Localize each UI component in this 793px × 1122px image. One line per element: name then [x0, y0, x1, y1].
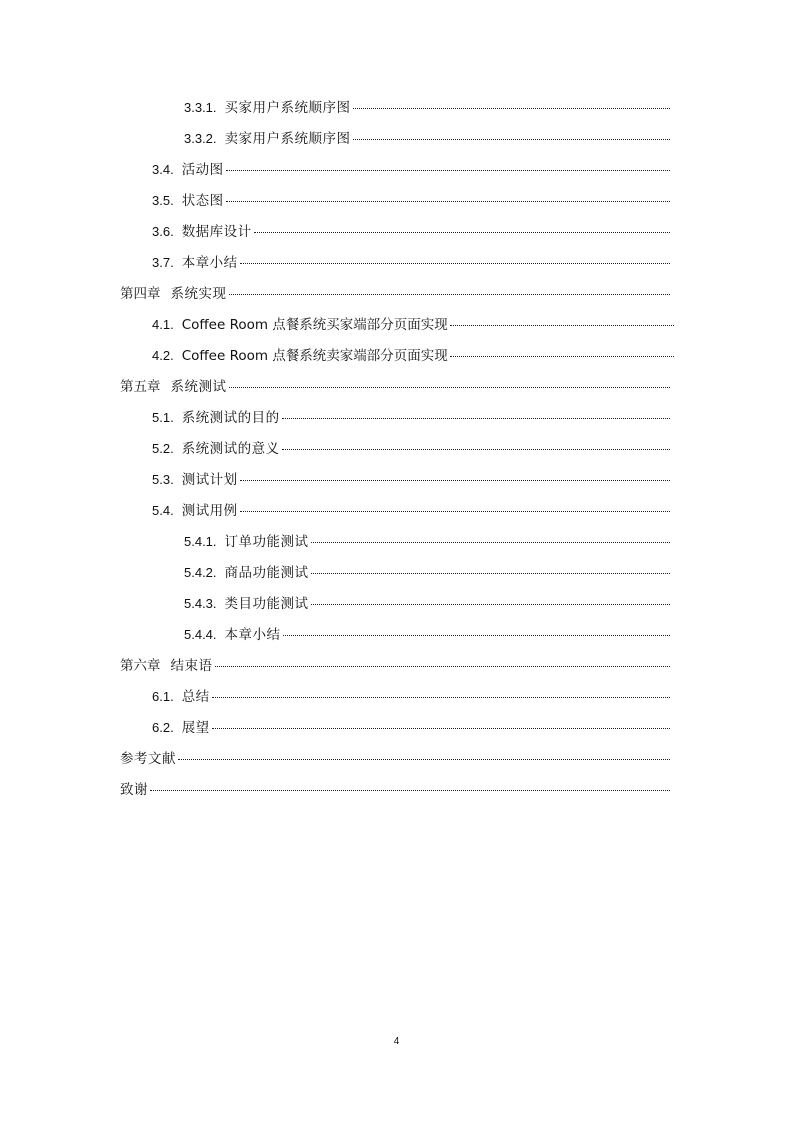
dot-leader — [450, 342, 674, 357]
toc-entry-3-7[interactable] — [0, 251, 670, 282]
dot-leader — [240, 249, 670, 264]
dot-leader — [178, 745, 670, 760]
toc-entry-number: 5.4.1. — [184, 534, 217, 549]
toc-entry-number: 3.7. — [152, 255, 174, 270]
toc-entry-number: 6.1. — [152, 689, 174, 704]
page-number: 4 — [393, 1036, 400, 1047]
toc-entry-title: 买家用户系统顺序图 — [224, 100, 351, 116]
toc-entry-number: 5.4.2. — [184, 565, 217, 580]
toc-entry-title: 本章小结 — [224, 627, 281, 643]
dot-leader — [226, 156, 670, 171]
toc-entry-title: 致谢 — [120, 782, 148, 798]
dot-leader — [311, 590, 670, 605]
toc-entry-number: 5.1. — [152, 410, 174, 425]
toc-entry-title: Coffee Room 点餐系统买家端部分页面实现 — [181, 317, 448, 333]
toc-entry-number: 3.3.2. — [184, 131, 217, 146]
toc-entry-3-3-2[interactable] — [0, 127, 670, 158]
toc-entry-5-4-2[interactable] — [0, 561, 670, 592]
toc-entry-title: 系统测试 — [170, 379, 227, 395]
toc-entry-title: 卖家用户系统顺序图 — [224, 131, 351, 147]
dot-leader — [311, 559, 670, 574]
dot-leader — [353, 125, 670, 140]
toc-entry-chapter-6[interactable] — [0, 654, 670, 685]
toc-entry-references[interactable] — [0, 747, 670, 778]
toc-entry-number: 5.3. — [152, 472, 174, 487]
dot-leader — [229, 280, 671, 295]
dot-leader — [240, 497, 670, 512]
toc-entry-title: 系统测试的意义 — [181, 441, 280, 457]
dot-leader — [283, 621, 670, 636]
toc-entry-number: 5.4.4. — [184, 627, 217, 642]
dot-leader — [150, 776, 670, 791]
toc-entry-title: 测试计划 — [181, 472, 238, 488]
dot-leader — [450, 311, 674, 326]
dot-leader — [226, 187, 670, 202]
toc-entry-title: 订单功能测试 — [224, 534, 309, 550]
toc-entry-title: 类目功能测试 — [224, 596, 309, 612]
toc-entry-number: 5.2. — [152, 441, 174, 456]
toc-entry-number: 3.6. — [152, 224, 174, 239]
toc-entry-number: 4.1. — [152, 317, 174, 332]
dot-leader — [311, 528, 670, 543]
toc-entry-chapter-5[interactable] — [0, 375, 670, 406]
toc-entry-5-4-3[interactable] — [0, 592, 670, 623]
toc-entry-title: 展望 — [181, 720, 210, 736]
toc-entry-number: 6.2. — [152, 720, 174, 735]
toc-entry-title: 状态图 — [181, 193, 224, 209]
toc-entry-title: 总结 — [181, 689, 210, 705]
toc-entry-5-4[interactable] — [0, 499, 670, 530]
dot-leader — [212, 714, 670, 729]
toc-entry-4-2[interactable] — [0, 344, 674, 375]
dot-leader — [215, 652, 671, 667]
toc-entry-title: 商品功能测试 — [224, 565, 309, 581]
dot-leader — [229, 373, 671, 388]
toc-entry-title: 活动图 — [181, 162, 224, 178]
toc-entry-number: 3.5. — [152, 193, 174, 208]
toc-entry-title: 参考文献 — [120, 751, 176, 767]
toc-entry-3-5[interactable] — [0, 189, 670, 220]
toc-entry-4-1[interactable] — [0, 313, 674, 344]
toc-entry-title: 结束语 — [170, 658, 213, 674]
toc-entry-6-1[interactable] — [0, 685, 670, 716]
toc-entry-5-4-1[interactable] — [0, 530, 670, 561]
toc-entry-number: 4.2. — [152, 348, 174, 363]
toc-entry-5-4-4[interactable] — [0, 623, 670, 654]
dot-leader — [240, 466, 670, 481]
toc-entry-title: 系统实现 — [170, 286, 227, 302]
dot-leader — [212, 683, 670, 698]
toc-entry-title: 数据库设计 — [181, 224, 252, 240]
toc-entry-5-3[interactable] — [0, 468, 670, 499]
toc-entry-title: 测试用例 — [181, 503, 238, 519]
toc-entry-chapter-4[interactable] — [0, 282, 670, 313]
dot-leader — [254, 218, 670, 233]
toc-entry-number: 5.4. — [152, 503, 174, 518]
toc-entry-3-6[interactable] — [0, 220, 670, 251]
toc-entry-title: 系统测试的目的 — [181, 410, 280, 426]
dot-leader — [353, 94, 670, 109]
toc-entry-6-2[interactable] — [0, 716, 670, 747]
toc-entry-title: Coffee Room 点餐系统卖家端部分页面实现 — [181, 348, 448, 364]
toc-entry-acknowledgements[interactable] — [0, 778, 670, 809]
dot-leader — [282, 435, 670, 450]
toc-entry-number: 第六章 — [120, 658, 161, 674]
toc-entry-number: 5.4.3. — [184, 596, 217, 611]
toc-entry-number: 3.3.1. — [184, 100, 217, 115]
toc-entry-number: 第五章 — [120, 379, 161, 395]
toc-entry-3-4[interactable] — [0, 158, 670, 189]
toc-entry-number: 第四章 — [120, 286, 161, 302]
toc-entry-5-1[interactable] — [0, 406, 670, 437]
dot-leader — [282, 404, 670, 419]
toc-entry-5-2[interactable] — [0, 437, 670, 468]
toc-entry-number: 3.4. — [152, 162, 174, 177]
toc-entry-title: 本章小结 — [181, 255, 238, 271]
toc-entry-3-3-1[interactable] — [0, 96, 670, 127]
table-of-contents — [0, 96, 793, 809]
